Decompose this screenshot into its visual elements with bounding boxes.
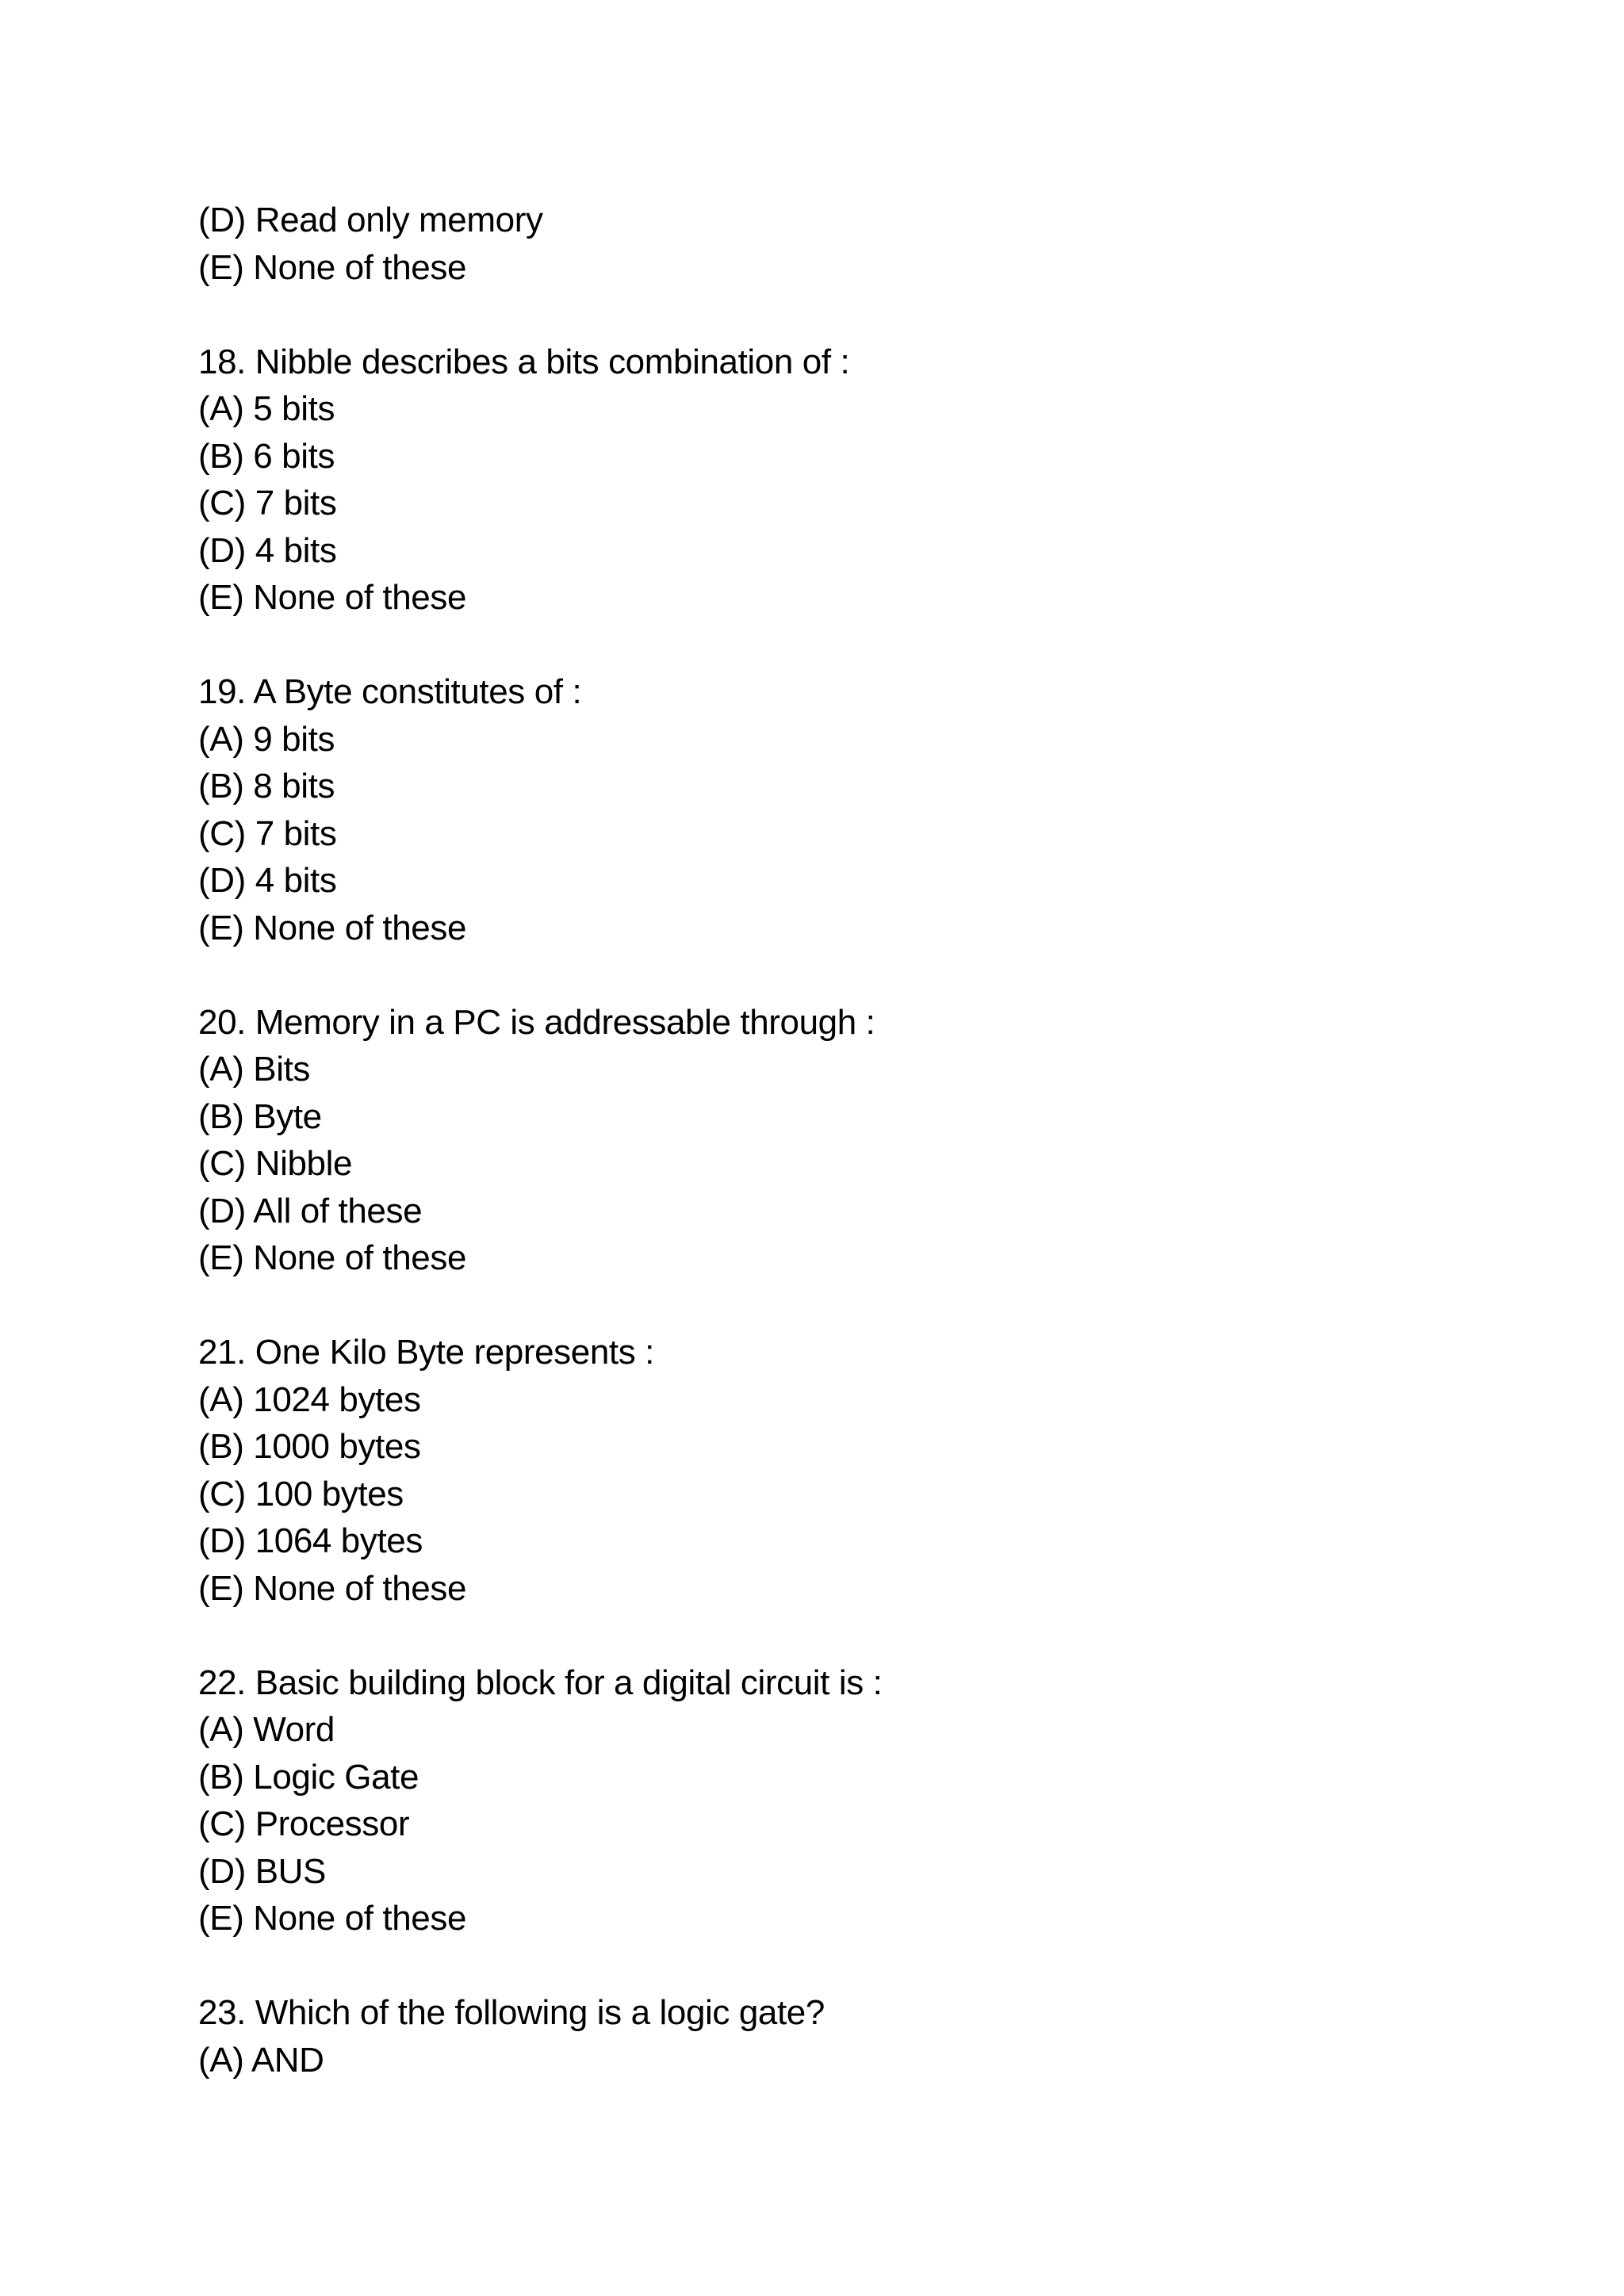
option-line: (E) None of these xyxy=(198,578,467,617)
option-line: (B) 6 bits xyxy=(198,436,335,476)
question-text: 21. One Kilo Byte represents : xyxy=(198,1333,654,1372)
option-line: (E) None of these xyxy=(198,247,467,287)
question-23 xyxy=(198,1989,1467,2084)
option-line: (E) None of these xyxy=(198,908,467,947)
question-20 xyxy=(198,999,1467,1282)
option-line: (D) 4 bits xyxy=(198,530,337,570)
option-line: (C) 7 bits xyxy=(198,813,337,853)
question-list xyxy=(198,197,1467,2131)
option-line: (B) Byte xyxy=(198,1096,322,1136)
option-line: (D) All of these xyxy=(198,1191,423,1230)
question-text: 20. Memory in a PC is addressable through : xyxy=(198,1002,875,1042)
option-line: (E) None of these xyxy=(198,1238,467,1277)
question-21 xyxy=(198,1329,1467,1612)
option-line: (D) Read only memory xyxy=(198,201,543,239)
question-18 xyxy=(198,339,1467,622)
continued-options xyxy=(198,197,1467,291)
option-line: (A) Word xyxy=(198,1710,335,1749)
option-line: (D) 1064 bytes xyxy=(198,1521,423,1560)
option-line: (A) Bits xyxy=(198,1050,311,1089)
option-line: (A) 1024 bytes xyxy=(198,1380,421,1419)
option-line: (A) AND xyxy=(198,2040,324,2080)
option-line: (A) 5 bits xyxy=(198,389,335,428)
option-line: (C) 100 bytes xyxy=(198,1474,404,1513)
question-text: 19. A Byte constitutes of : xyxy=(198,672,582,711)
option-line: (D) 4 bits xyxy=(198,861,337,900)
option-line: (E) None of these xyxy=(198,1568,467,1608)
question-19 xyxy=(198,668,1467,951)
option-line: (B) 1000 bytes xyxy=(198,1427,421,1466)
option-line: (A) 9 bits xyxy=(198,719,335,759)
question-text: 18. Nibble describes a bits combination of : xyxy=(198,342,850,381)
option-line: (B) Logic Gate xyxy=(198,1757,419,1797)
option-line: (C) Nibble xyxy=(198,1144,353,1183)
option-line: (C) Processor xyxy=(198,1804,410,1843)
question-22 xyxy=(198,1659,1467,1942)
option-line: (B) 8 bits xyxy=(198,767,335,806)
question-text: 22. Basic building block for a digital circuit is : xyxy=(198,1663,883,1702)
question-text: 23. Which of the following is a logic gate? xyxy=(198,1993,825,2032)
option-line: (E) None of these xyxy=(198,1899,467,1938)
option-line: (C) 7 bits xyxy=(198,484,337,522)
option-line: (D) BUS xyxy=(198,1851,326,1891)
